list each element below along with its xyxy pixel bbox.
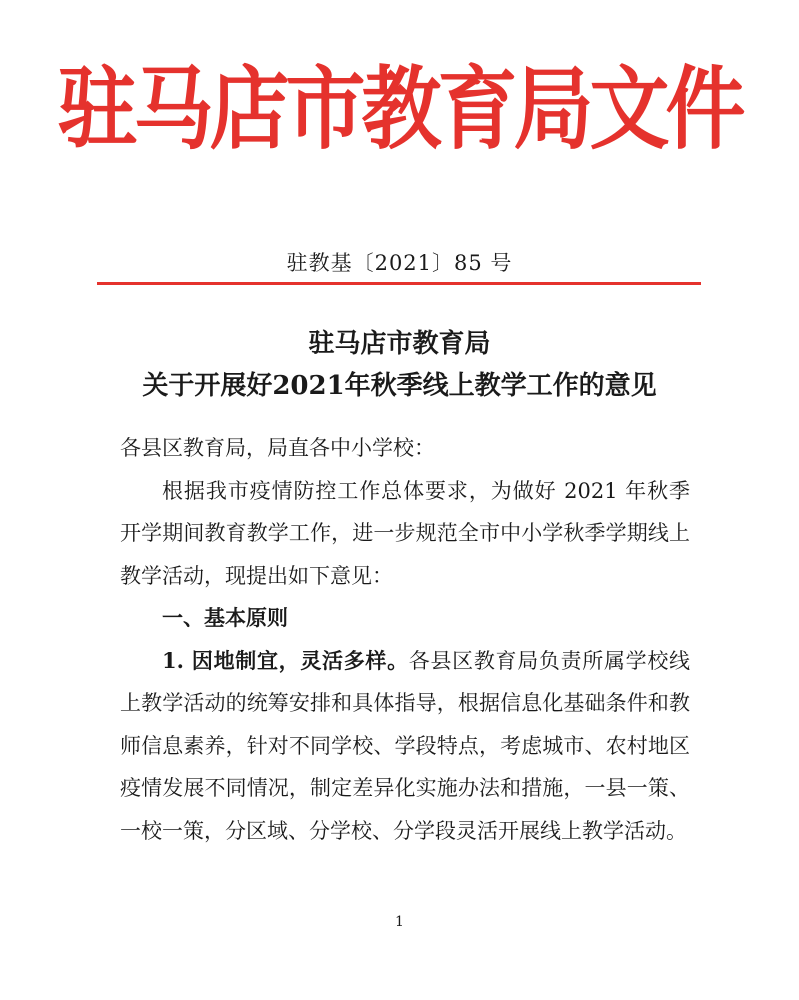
masthead-title: 驻马店市教育局文件 (57, 56, 742, 162)
red-divider-line (97, 282, 701, 285)
salutation: 各县区教育局，局直各中小学校： (120, 436, 435, 460)
page-number: 1 (395, 914, 404, 930)
document-body (120, 427, 690, 852)
section-heading: 一、基本原则 (162, 605, 288, 630)
item-paragraph (120, 640, 690, 853)
document-title-line-2: 关于开展好2021年秋季线上教学工作的意见 (142, 371, 657, 401)
item-text: 各县区教育局负责所属学校线上教学活动的统筹安排和具体指导，根据信息化基础条件和教师信息素养，针对不同学校、学段特点，考虑城市、农村地区疫情发展不同情况，制定差异化实施办法和措施，一县一策、一校一策，分区域、分学校、分学段灵活开展线上教学活动。 (120, 648, 691, 843)
document-number: 驻教基〔2021〕85 号 (286, 251, 513, 275)
document-title-line-1: 驻马店市教育局 (308, 329, 491, 359)
item-lead: 1. 因地制宜，灵活多样。 (162, 647, 409, 673)
intro-paragraph: 根据我市疫情防控工作总体要求，为做好 2021 年秋季开学期间教育教学工作，进一步规范全市中小学秋季学期线上教学活动，现提出如下意见： (120, 478, 690, 588)
